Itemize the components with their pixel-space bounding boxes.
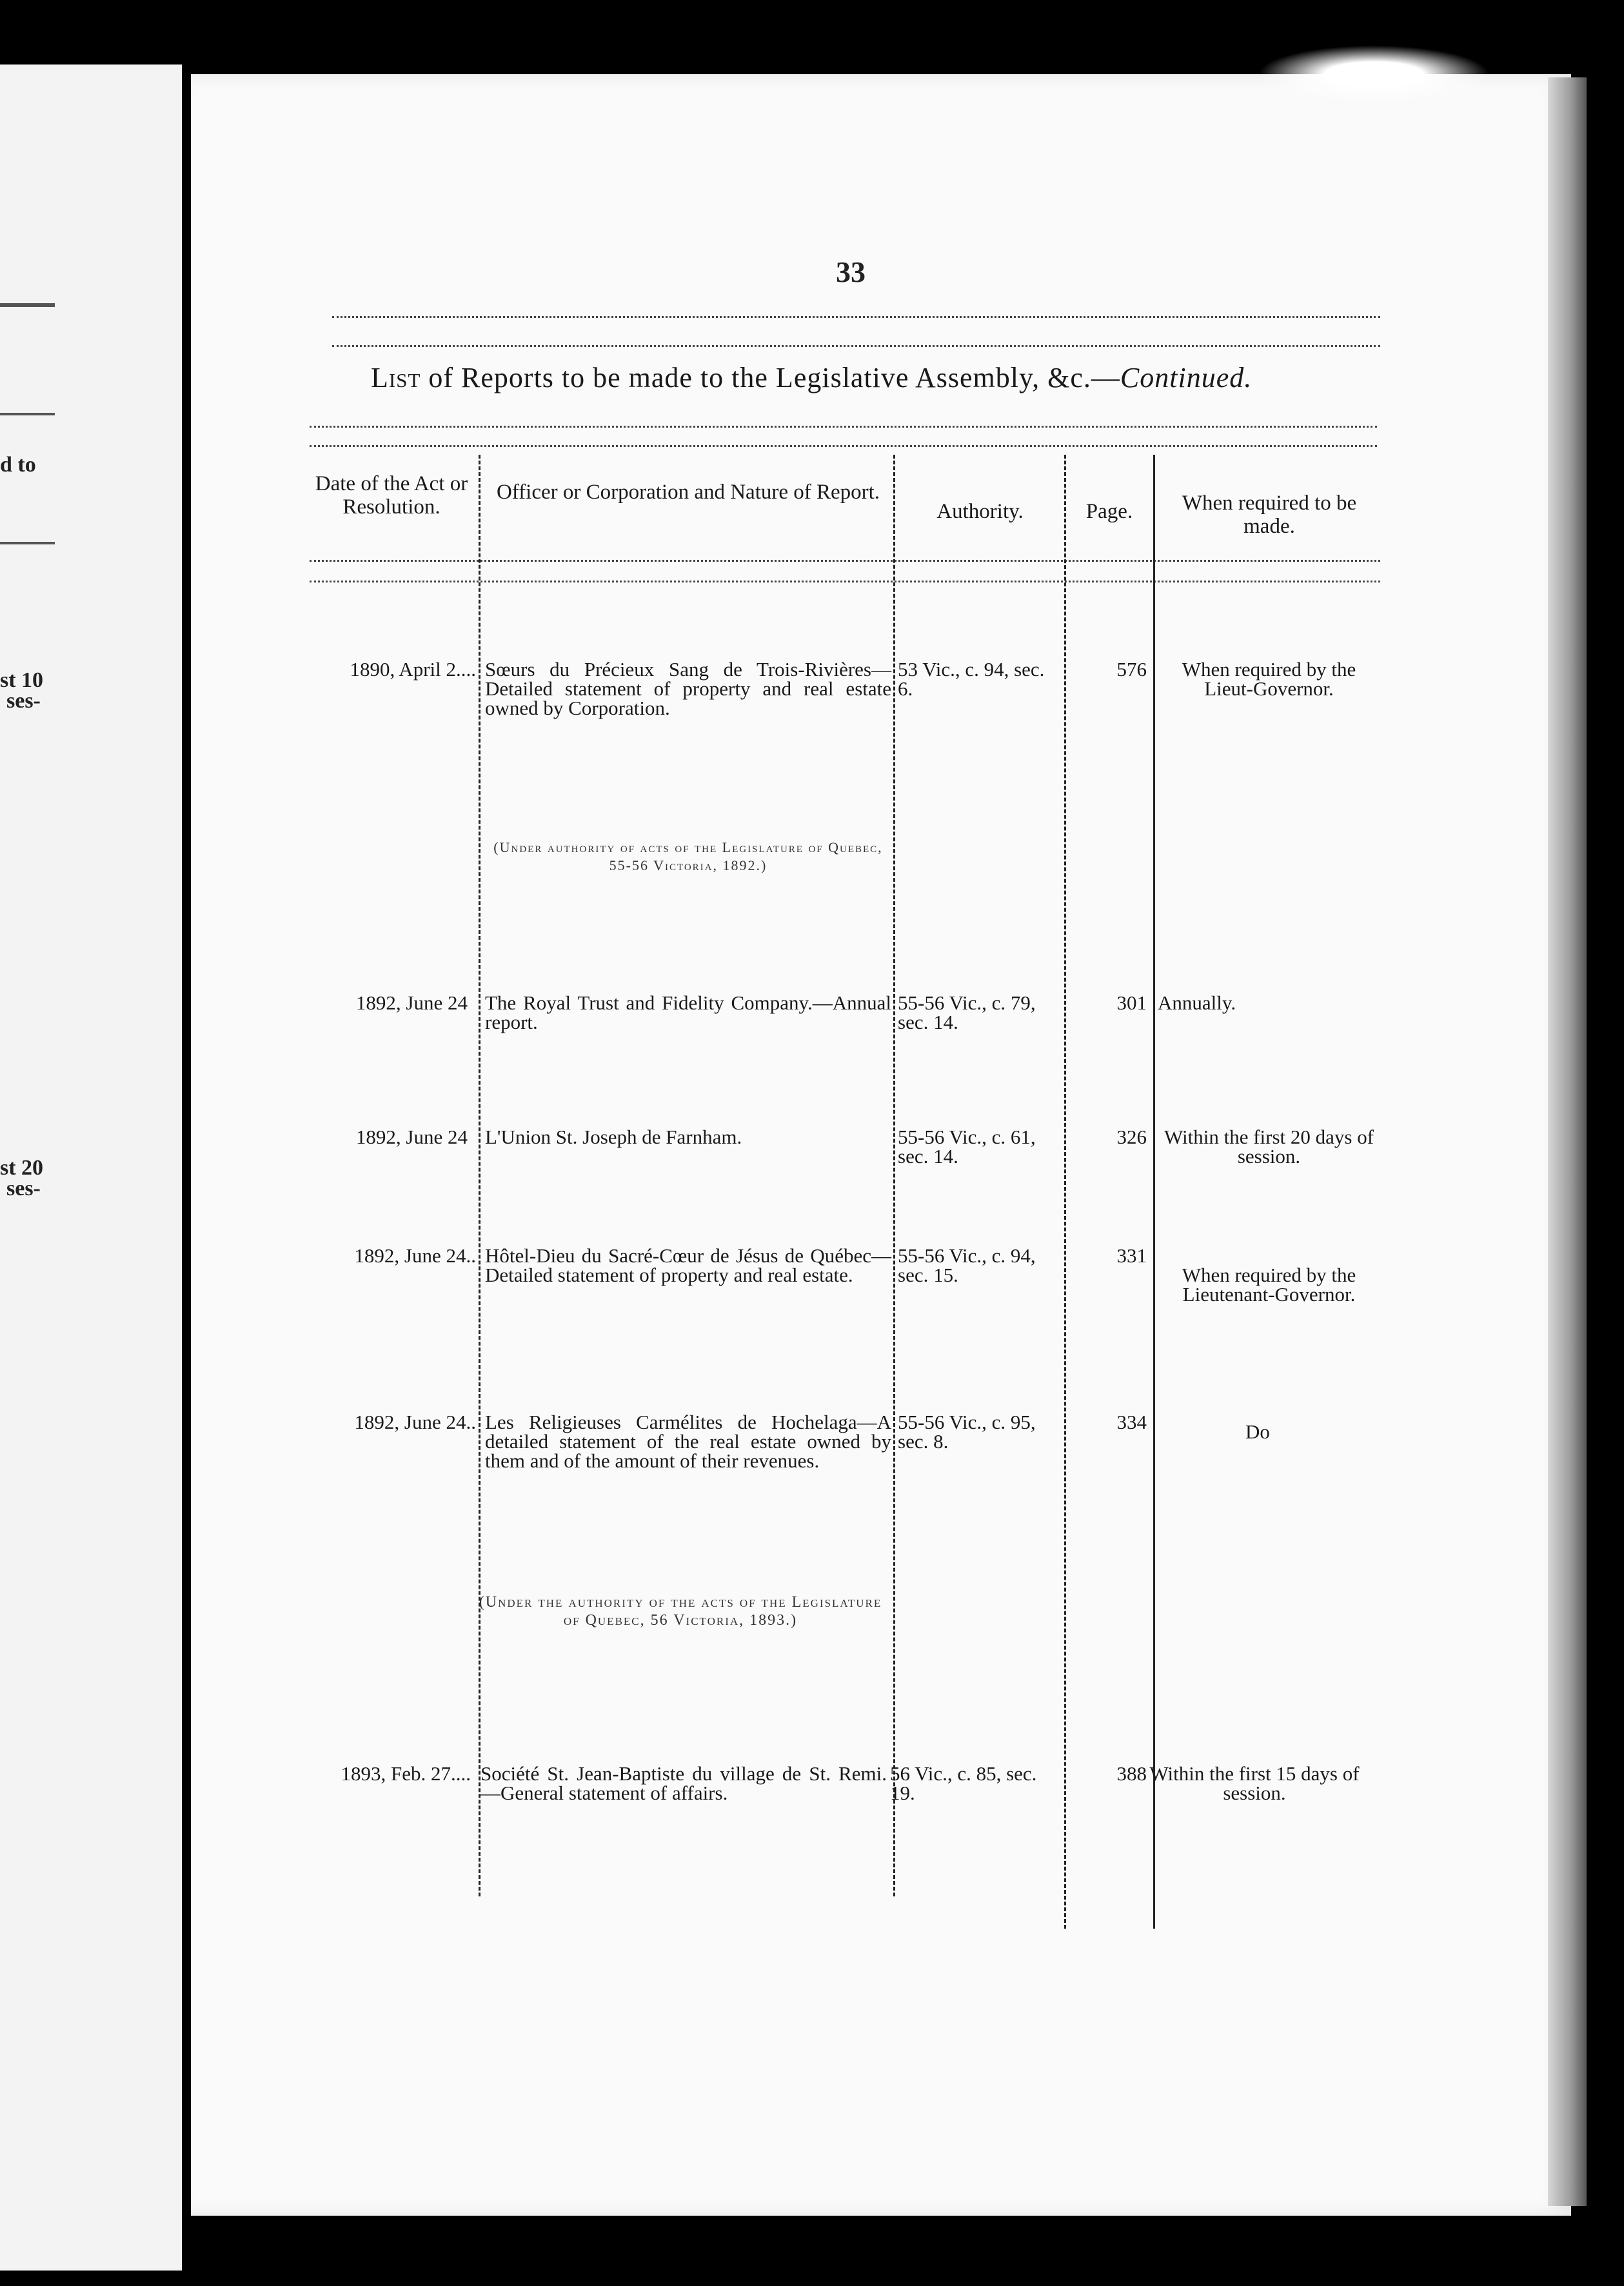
cell-officer: Société St. Jean-Baptiste du village de St. Remi.—General statement of affairs. xyxy=(480,1762,887,1804)
cell-date: 1892, June 24 xyxy=(355,1126,468,1148)
cell-date: 1893, Feb. 27.... xyxy=(341,1762,471,1785)
divider xyxy=(0,542,55,544)
title-main: of Reports to be made to the Legislative Assembly, &c.— xyxy=(421,362,1120,393)
cell-page: 576 xyxy=(1116,658,1147,681)
previous-page-edge xyxy=(0,65,182,2271)
cell-officer: Sœurs du Précieux Sang de Trois-Rivières—Detailed statement of property and real estate owned by Corporation. xyxy=(485,658,891,719)
cell-officer: The Royal Trust and Fidelity Company.—Annual report. xyxy=(485,991,891,1033)
authority-subheading: (Under authority of acts of the Legislature of Quebec, 55-56 Victoria, 1892.) xyxy=(493,839,883,873)
cell-when: Annually. xyxy=(1158,991,1236,1014)
cell-officer: Hôtel-Dieu du Sacré-Cœur de Jésus de Québec—Detailed statement of property and real estate. xyxy=(485,1244,891,1286)
cell-when: Within the first 15 days of session. xyxy=(1149,1762,1360,1804)
header-bottom-rule xyxy=(310,560,1380,562)
cell-page: 331 xyxy=(1116,1244,1147,1267)
column-separator xyxy=(1153,455,1155,1929)
title-continued: Continued. xyxy=(1120,362,1253,393)
cell-page: 388 xyxy=(1116,1762,1147,1785)
cell-authority: 55-56 Vic., c. 95, sec. 8. xyxy=(898,1411,1036,1453)
page-title xyxy=(371,361,1351,394)
cell-date: 1892, June 24 xyxy=(355,991,468,1014)
left-text-fragment: d to xyxy=(0,453,36,477)
cell-authority: 55-56 Vic., c. 79, sec. 14. xyxy=(898,991,1036,1033)
cell-when: When required by the Lieut-Governor. xyxy=(1182,658,1356,700)
cell-authority: 56 Vic., c. 85, sec. 19. xyxy=(890,1762,1037,1804)
page-number: 33 xyxy=(836,255,866,288)
header-page: Page. xyxy=(1085,500,1133,523)
cell-page: 334 xyxy=(1116,1411,1147,1433)
header-authority: Authority. xyxy=(936,500,1024,523)
authority-subheading: (Under the authority of the acts of the Legislature of Quebec, 56 Victoria, 1893.) xyxy=(479,1594,882,1629)
scan-smudge xyxy=(1258,45,1490,103)
header-top-rule xyxy=(310,445,1377,447)
column-separator xyxy=(893,455,895,1896)
header-bottom-rule xyxy=(310,581,1380,582)
cell-date: 1892, June 24.. xyxy=(354,1244,476,1267)
page-edge xyxy=(1548,77,1587,2206)
top-rule xyxy=(332,345,1380,347)
cell-when: Do xyxy=(1245,1420,1270,1443)
left-text-fragment: st 10 xyxy=(0,668,44,692)
column-separator xyxy=(479,455,480,1896)
cell-page: 301 xyxy=(1116,991,1147,1014)
cell-date: 1890, April 2.... xyxy=(350,658,476,681)
divider xyxy=(0,413,55,415)
cell-when: Within the first 20 days of session. xyxy=(1164,1126,1374,1168)
cell-authority: 55-56 Vic., c. 94, sec. 15. xyxy=(898,1244,1036,1286)
cell-officer: L'Union St. Joseph de Farnham. xyxy=(485,1126,742,1148)
left-text-fragment: st 20 xyxy=(0,1156,44,1180)
divider xyxy=(0,303,55,307)
title-prefix: List xyxy=(371,362,421,393)
cell-authority: 55-56 Vic., c. 61, sec. 14. xyxy=(898,1126,1036,1168)
top-rule xyxy=(332,316,1380,318)
header-date: Date of the Act or Resolution. xyxy=(315,472,468,519)
cell-officer: Les Religieuses Carmélites de Hochelaga—A detailed statement of the real estate owned by them and of the amount of their revenues. xyxy=(485,1411,891,1472)
header-when: When required to be made. xyxy=(1182,492,1357,538)
header-officer: Officer or Corporation and Nature of Report. xyxy=(496,481,880,504)
left-text-fragment: ses- xyxy=(6,689,41,713)
header-top-rule xyxy=(310,426,1377,428)
column-separator xyxy=(1064,455,1066,1929)
left-text-fragment: ses- xyxy=(6,1177,41,1200)
cell-when: When required by the Lieutenant-Governor. xyxy=(1182,1264,1356,1306)
cell-page: 326 xyxy=(1116,1126,1147,1148)
cell-date: 1892, June 24.. xyxy=(354,1411,476,1433)
cell-authority: 53 Vic., c. 94, sec. 6. xyxy=(898,658,1045,700)
